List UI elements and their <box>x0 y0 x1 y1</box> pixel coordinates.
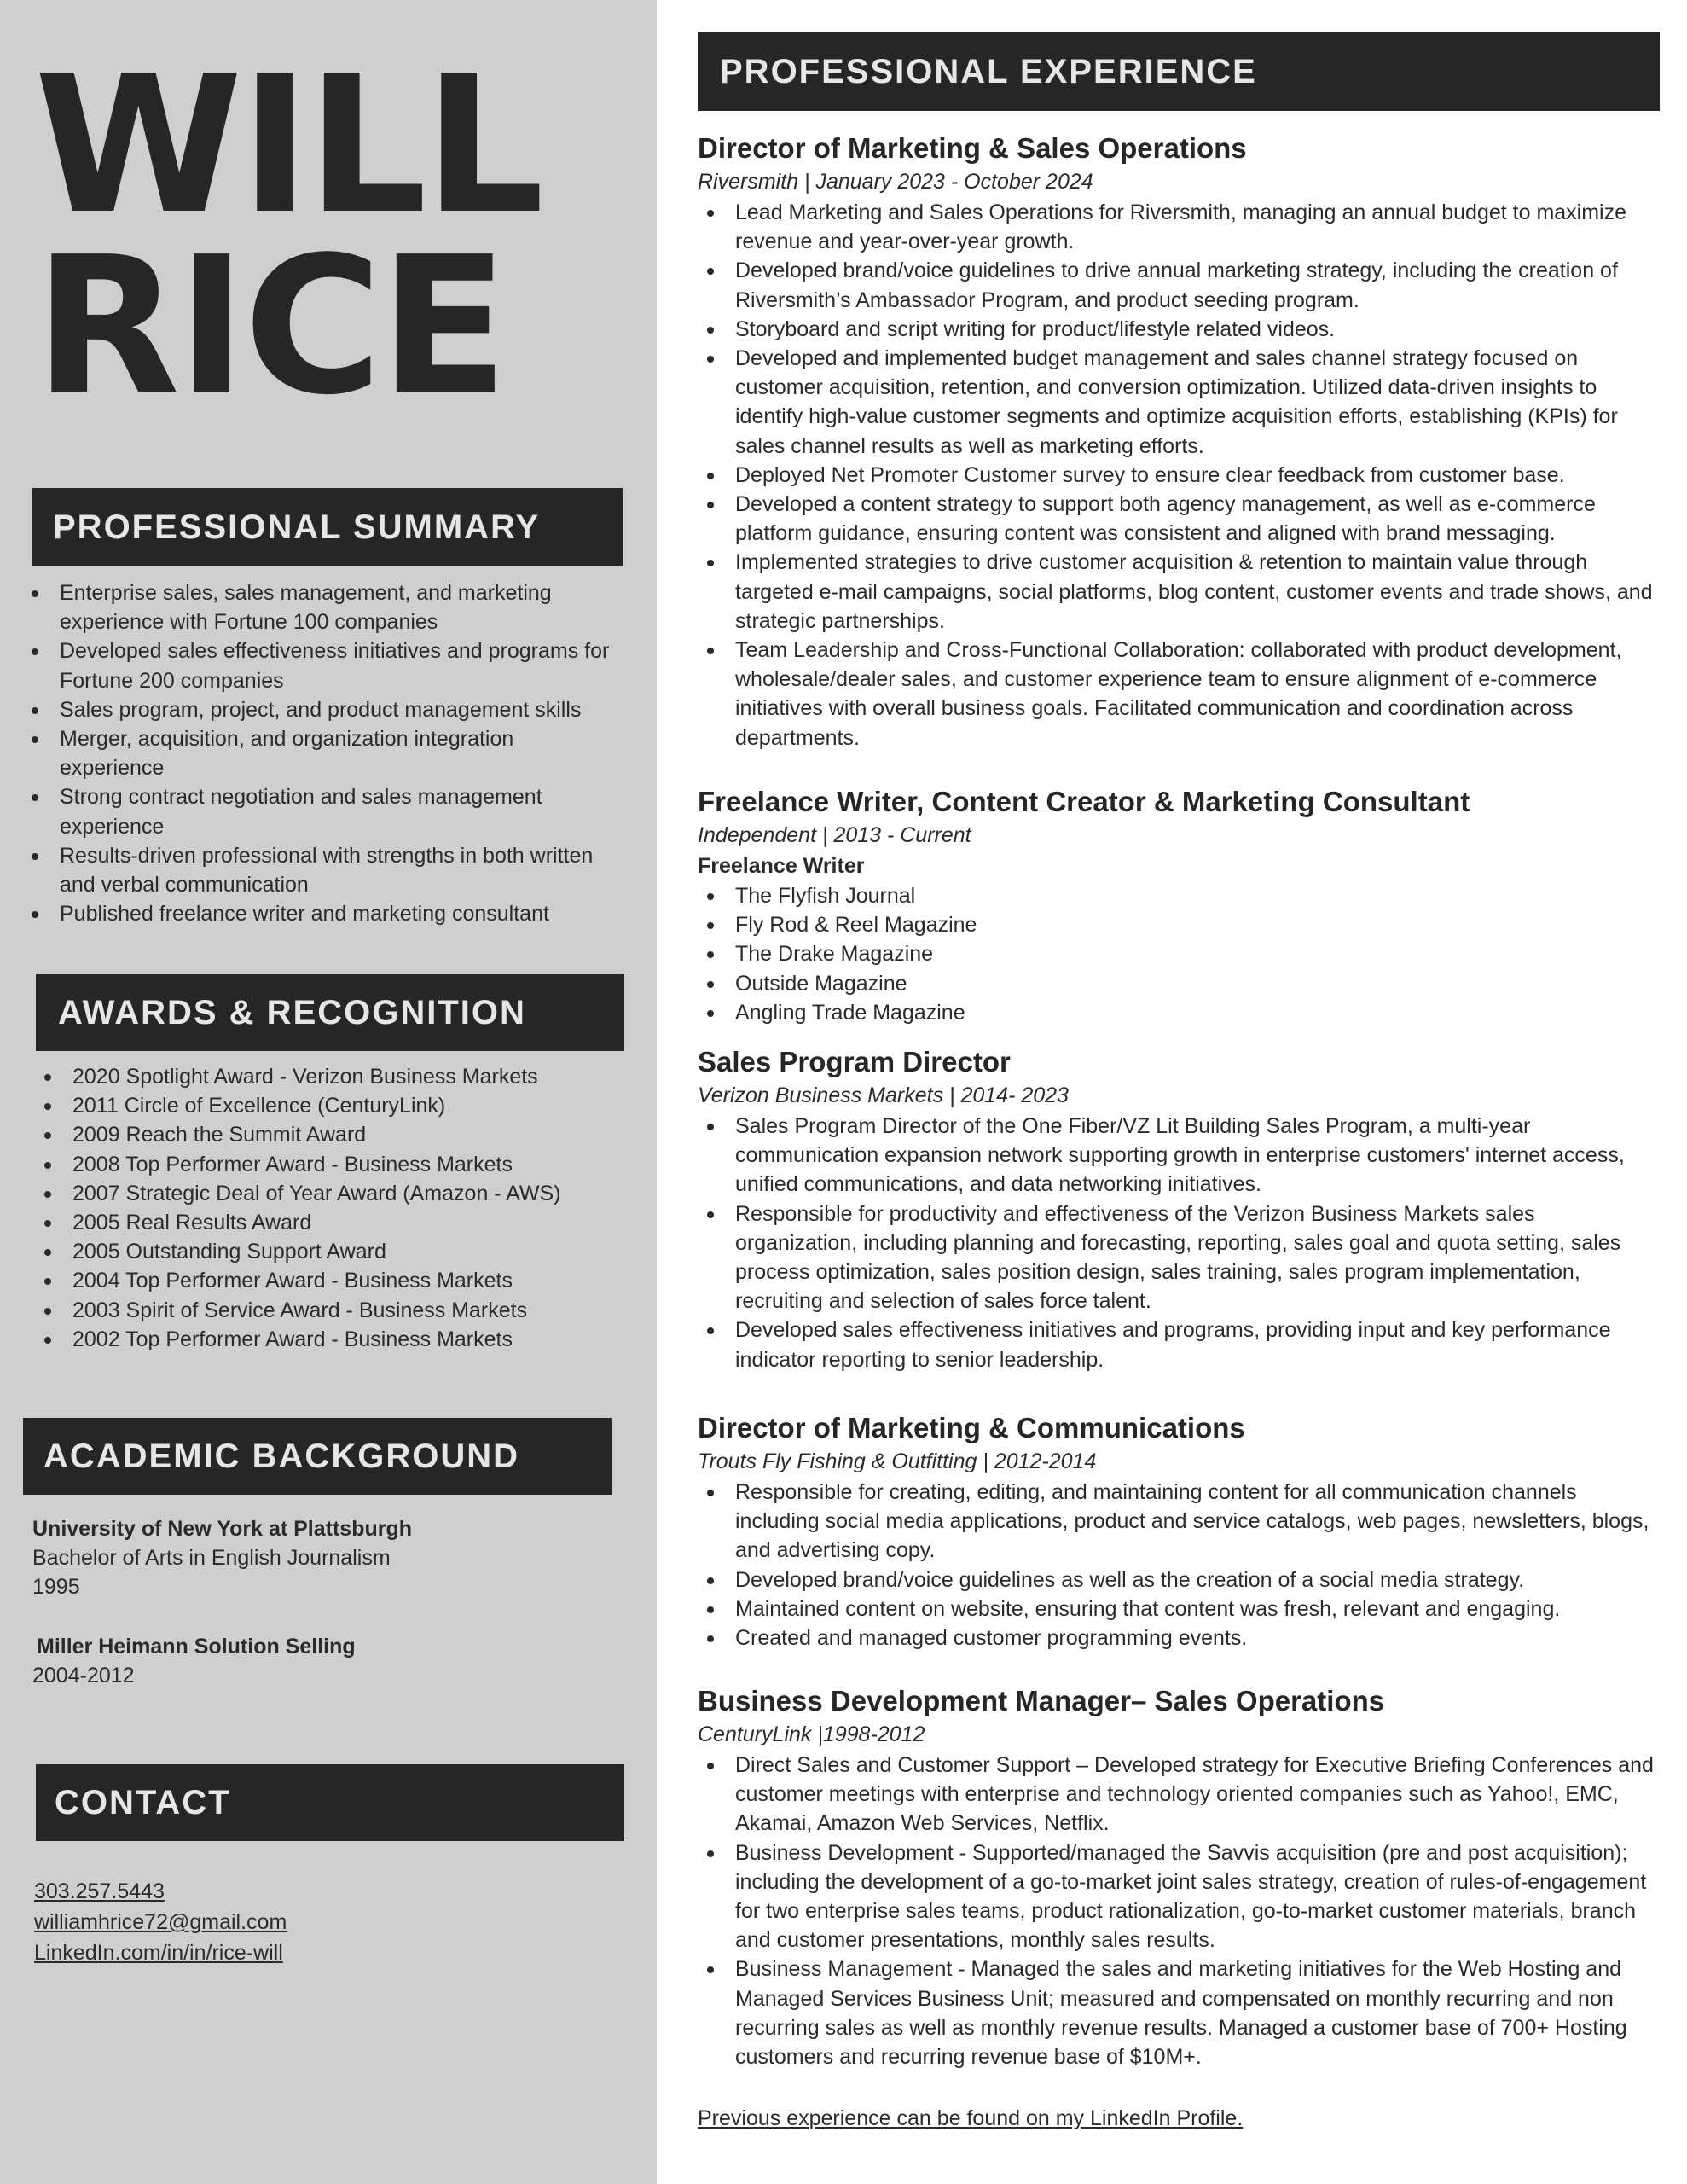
list-item: Enterprise sales, sales management, and marketing experience with Fortune 100 companies <box>60 578 623 636</box>
list-item: Maintained content on website, ensuring that content was fresh, relevant and engaging. <box>735 1594 1661 1623</box>
list-item: Responsible for creating, editing, and maintaining content for all communication channels including social media applications, product and service catalogs, web pages, newsletters, blogs, and advertising copy. <box>735 1478 1661 1565</box>
degree: Bachelor of Arts in English Journalism <box>32 1546 391 1570</box>
professional-experience-heading: PROFESSIONAL EXPERIENCE <box>698 32 1660 111</box>
list-item: Developed brand/voice guidelines as well as the creation of a social media strategy. <box>735 1565 1661 1594</box>
training-years: 2004-2012 <box>32 1664 135 1687</box>
job-meta: Independent | 2013 - Current <box>698 823 971 847</box>
email-link[interactable]: williamhrice72@gmail.com <box>34 1910 287 1934</box>
list-item: Sales program, project, and product management skills <box>60 695 623 724</box>
job-bullets <box>735 198 1661 752</box>
list-item: 2005 Outstanding Support Award <box>72 1237 635 1266</box>
list-item: 2007 Strategic Deal of Year Award (Amazon - AWS) <box>72 1179 635 1208</box>
job-meta: CenturyLink |1998-2012 <box>698 1722 925 1746</box>
phone-link[interactable]: 303.257.5443 <box>34 1879 165 1903</box>
job-bullets <box>735 881 1661 1027</box>
linkedin-profile-link[interactable]: Previous experience can be found on my LinkedIn Profile. <box>698 2106 1244 2130</box>
school-name: University of New York at Plattsburgh <box>32 1517 413 1541</box>
job-title: Sales Program Director <box>698 1046 1011 1077</box>
job-meta: Riversmith | January 2023 - October 2024 <box>698 170 1093 194</box>
list-item: Deployed Net Promoter Customer survey to ensure clear feedback from customer base. <box>735 461 1661 490</box>
contact-heading: CONTACT <box>36 1764 624 1841</box>
job-title: Business Development Manager– Sales Operations <box>698 1685 1385 1716</box>
graduation-year: 1995 <box>32 1575 80 1599</box>
list-item: Strong contract negotiation and sales management experience <box>60 782 623 840</box>
list-item: Business Management - Managed the sales and marketing initiatives for the Web Hosting and Managed Services Business Unit; measured and compensated on monthly recurring and non recurring sales as well as monthly revenue results. Managed a customer base of 700+ Hosting customers and recurring revenue base of $10M+. <box>735 1955 1661 2071</box>
job-bullets <box>735 1112 1661 1374</box>
list-item: Results-driven professional with strengths in both written and verbal communication <box>60 841 623 899</box>
list-item: Team Leadership and Cross-Functional Collaboration: collaborated with product development, wholesale/dealer sales, and customer experience team to ensure alignment of e-commerce initiatives with overall business goals. Facilitated communication and coordination across departments. <box>735 636 1661 752</box>
awards-list <box>72 1062 635 1354</box>
job-subheading: Freelance Writer <box>698 854 865 878</box>
list-item: 2008 Top Performer Award - Business Markets <box>72 1150 635 1179</box>
list-item: Sales Program Director of the One Fiber/VZ Lit Building Sales Program, a multi-year communication expansion network supporting growth in enterprise customers' internet access, unified communications, and data networking initiatives. <box>735 1112 1661 1199</box>
job-meta: Trouts Fly Fishing & Outfitting | 2012-2014 <box>698 1449 1097 1473</box>
list-item: Developed a content strategy to support both agency management, as well as e-commerce platform guidance, ensuring content was consistent and aligned with brand messaging. <box>735 490 1661 548</box>
list-item: Angling Trade Magazine <box>735 998 1661 1027</box>
list-item: Storyboard and script writing for product/lifestyle related videos. <box>735 315 1661 344</box>
list-item: Developed and implemented budget management and sales channel strategy focused on customer acquisition, retention, and conversion optimization. Utilized data-driven insights to identify high-value customer segments and optimize acquisition efforts, establishing (KPIs) for sales channel results as well as marketing efforts. <box>735 344 1661 461</box>
job-meta: Verizon Business Markets | 2014- 2023 <box>698 1083 1069 1107</box>
list-item: Lead Marketing and Sales Operations for Riversmith, managing an annual budget to maximize revenue and year-over-year growth. <box>735 198 1661 256</box>
academic-heading: ACADEMIC BACKGROUND <box>23 1418 612 1495</box>
job-title: Director of Marketing & Communications <box>698 1412 1245 1443</box>
list-item: Published freelance writer and marketing consultant <box>60 899 623 928</box>
list-item: 2011 Circle of Excellence (CenturyLink) <box>72 1091 635 1120</box>
list-item: 2020 Spotlight Award - Verizon Business Markets <box>72 1062 635 1091</box>
name-first: WILL <box>34 36 542 256</box>
list-item: Direct Sales and Customer Support – Developed strategy for Executive Briefing Conferences and customer meetings with enterprise and technology oriented companies such as Yahoo!, EMC, Akamai, Amazon Web Services, Netflix. <box>735 1751 1661 1838</box>
job-title: Freelance Writer, Content Creator & Marketing Consultant <box>698 786 1470 817</box>
list-item: Developed sales effectiveness initiatives and programs, providing input and key performance indicator reporting to senior leadership. <box>735 1316 1661 1374</box>
list-item: 2009 Reach the Summit Award <box>72 1120 635 1149</box>
list-item: 2002 Top Performer Award - Business Markets <box>72 1325 635 1354</box>
list-item: Developed brand/voice guidelines to drive annual marketing strategy, including the creation of Riversmith’s Ambassador Program, and product seeding program. <box>735 256 1661 314</box>
job-bullets <box>735 1478 1661 1653</box>
summary-list <box>60 578 623 928</box>
job-bullets <box>735 1751 1661 2071</box>
list-item: Outside Magazine <box>735 969 1661 998</box>
list-item: Merger, acquisition, and organization integration experience <box>60 724 623 782</box>
list-item: The Drake Magazine <box>735 939 1661 968</box>
list-item: 2003 Spirit of Service Award - Business Markets <box>72 1296 635 1325</box>
list-item: Developed sales effectiveness initiatives and programs for Fortune 200 companies <box>60 636 623 694</box>
name-last: RICE <box>34 217 506 437</box>
list-item: 2004 Top Performer Award - Business Markets <box>72 1266 635 1295</box>
job-title: Director of Marketing & Sales Operations <box>698 132 1247 164</box>
list-item: Created and managed customer programming events. <box>735 1623 1661 1653</box>
list-item: Business Development - Supported/managed the Savvis acquisition (pre and post acquisition); including the development of a go-to-market joint sales strategy, creation of rules-of-engagement for two enterprise sales teams, product rationalization, go-to-market customer materials, branch and customer presentations, monthly sales results. <box>735 1838 1661 1955</box>
list-item: The Flyfish Journal <box>735 881 1661 910</box>
list-item: 2005 Real Results Award <box>72 1208 635 1237</box>
awards-heading: AWARDS & RECOGNITION <box>36 974 624 1051</box>
linkedin-link[interactable]: LinkedIn.com/in/in/rice-will <box>34 1941 283 1965</box>
list-item: Fly Rod & Reel Magazine <box>735 910 1661 939</box>
training-name: Miller Heimann Solution Selling <box>37 1635 356 1658</box>
professional-summary-heading: PROFESSIONAL SUMMARY <box>32 488 623 566</box>
list-item: Responsible for productivity and effectiveness of the Verizon Business Markets sales organization, including planning and forecasting, reporting, sales goal and quota setting, sales process optimization, sales position design, sales training, sales program implementation, recruiting and selection of sales force talent. <box>735 1199 1661 1316</box>
list-item: Implemented strategies to drive customer acquisition & retention to maintain value through targeted e-mail campaigns, social platforms, blog content, customer events and trade shows, and strategic partnerships. <box>735 548 1661 636</box>
